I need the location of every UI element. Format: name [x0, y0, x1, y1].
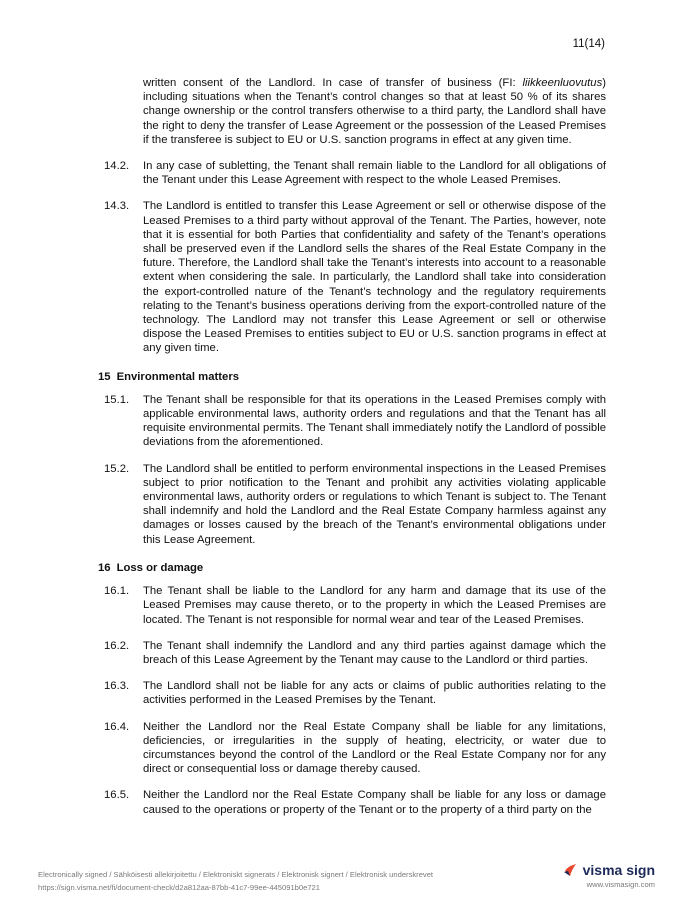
clause-text: The Landlord shall be entitled to perform environmental inspections in the Leased Premises subject to prior notification to the Tenant and prohibit any activities violating applicable environmental laws, authority orders or regulations to which Tenant is subject to. The Tenant shall indemnify and hold the Landlord and the Real Estate Company harmless against any damages or losses caused by the breach of the Tenant’s environmental obligations under this Lease Agreement. [143, 462, 606, 546]
clause-15-2 [104, 462, 606, 547]
visma-sign-brand [562, 862, 655, 889]
clause-number: 16.5. [104, 789, 130, 802]
clause-16-2 [104, 639, 606, 667]
signature-footer [38, 868, 433, 894]
clause-14-2 [104, 159, 606, 187]
clause-14-3 [104, 199, 606, 355]
clause-text: The Landlord is entitled to transfer this Lease Agreement or sell or otherwise dispose of the Leased Premises to a third party without approval of the Tenant. The Parties, however, note that it is essential for both Parties that confidentiality and safety of the Tenant’s operations shall be preserved even if the Landlord sells the shares of the Real Estate Company in the future. Therefore, the Landlord shall take the Tenant’s interests into account to a reasonable extent when considering the sale. In particularly, the Landlord shall take into consideration the export-controlled nature of the Tenant’s technology and the regulatory requirements relating to the Tenant’s business operations deriving from the export-controlled nature of the technology. The Landlord may not transfer this Lease Agreement or sell or otherwise dispose the Leased Premises to entities subject to EU or U.S. sanction programs in effect at any given time. [143, 200, 606, 355]
section-heading-16: 16 Loss or damage [98, 561, 204, 574]
clause-text: The Tenant shall be responsible for that its operations in the Leased Premises comply with applicable environmental laws, authority orders and regulations and that the Tenant has all requisite environmental permits. The Tenant shall immediately notify the Landlord of possible deviations from the aforementioned. [143, 393, 606, 449]
document-check-link[interactable]: https://sign.visma.net/fi/document-check/d2a812aa-87bb-41c7-99ee-445091b0e721 [38, 883, 321, 892]
clause-text: The Landlord shall not be liable for any acts or claims of public authorities relating to the activities performed in the Leased Premises by the Tenant. [143, 680, 606, 707]
clause-16-4 [104, 720, 606, 777]
signed-notice: Electronically signed / Sähköisesti allekirjoitettu / Elektroniskt signerats / Elektronisk signert / Elektronisk underskrevet [38, 870, 434, 879]
clause-text: The Tenant shall be liable to the Landlord for any harm and damage that its use of the Leased Premises may cause thereto, or to the property in which the Leased Premises are located. The Tenant is not responsible for normal wear and tear of the Leased Premises. [143, 585, 606, 626]
section-heading-15: 15 Environmental matters [98, 370, 239, 383]
clause-number: 16.2. [104, 639, 130, 652]
clause-text: Neither the Landlord nor the Real Estate Company shall be liable for any limitations, deficiencies, or irregularities in the supply of heating, electricity, or water due to circumstances beyond the control of the Landlord or the Real Estate Company nor for any direct or consequential loss or damage thereby caused. [143, 720, 606, 776]
clause-number: 14.3. [104, 200, 130, 213]
visma-logo-icon [562, 862, 578, 878]
clause-16-1 [104, 584, 606, 627]
clause-16-5 [104, 788, 606, 816]
brand-name: visma sign [582, 862, 655, 878]
clause-text: The Tenant shall indemnify the Landlord and any third parties against damage which the breach of this Lease Agreement by the Tenant may cause to the Landlord or third parties. [143, 639, 606, 666]
continuation-paragraph: written consent of the Landlord. In case of transfer of business (FI: liikkeenluovutus) including situations when the Tenant’s control changes so that at least 50 % of its shares change ownership or the control transfers otherwise to a third party, the Landlord shall have the right to deny the transfer of Lease Agreement or the possession of the Leased Premises if the transferee is subject to EU or U.S. sanction programs in effect at any given time. [143, 77, 606, 146]
clause-number: 16.1. [104, 585, 130, 598]
page-number: 11(14) [572, 38, 605, 50]
clause-16-3 [104, 679, 606, 707]
clause-number: 15.2. [104, 462, 130, 475]
clause-text: Neither the Landlord nor the Real Estate Company shall be liable for any loss or damage caused to the operations or property of the Tenant or to the property of a third party on the [143, 789, 606, 816]
clause-number: 15.1. [104, 393, 130, 406]
brand-url[interactable]: www.vismasign.com [586, 880, 655, 889]
clause-number: 16.4. [104, 720, 130, 733]
document-body [98, 76, 606, 829]
clause-number: 16.3. [104, 680, 130, 693]
clause-number: 14.2. [104, 160, 130, 173]
clause-15-1 [104, 393, 606, 450]
clause-text: In any case of subletting, the Tenant shall remain liable to the Landlord for all obligations of the Tenant under this Lease Agreement with respect to the whole Leased Premises. [143, 160, 606, 187]
